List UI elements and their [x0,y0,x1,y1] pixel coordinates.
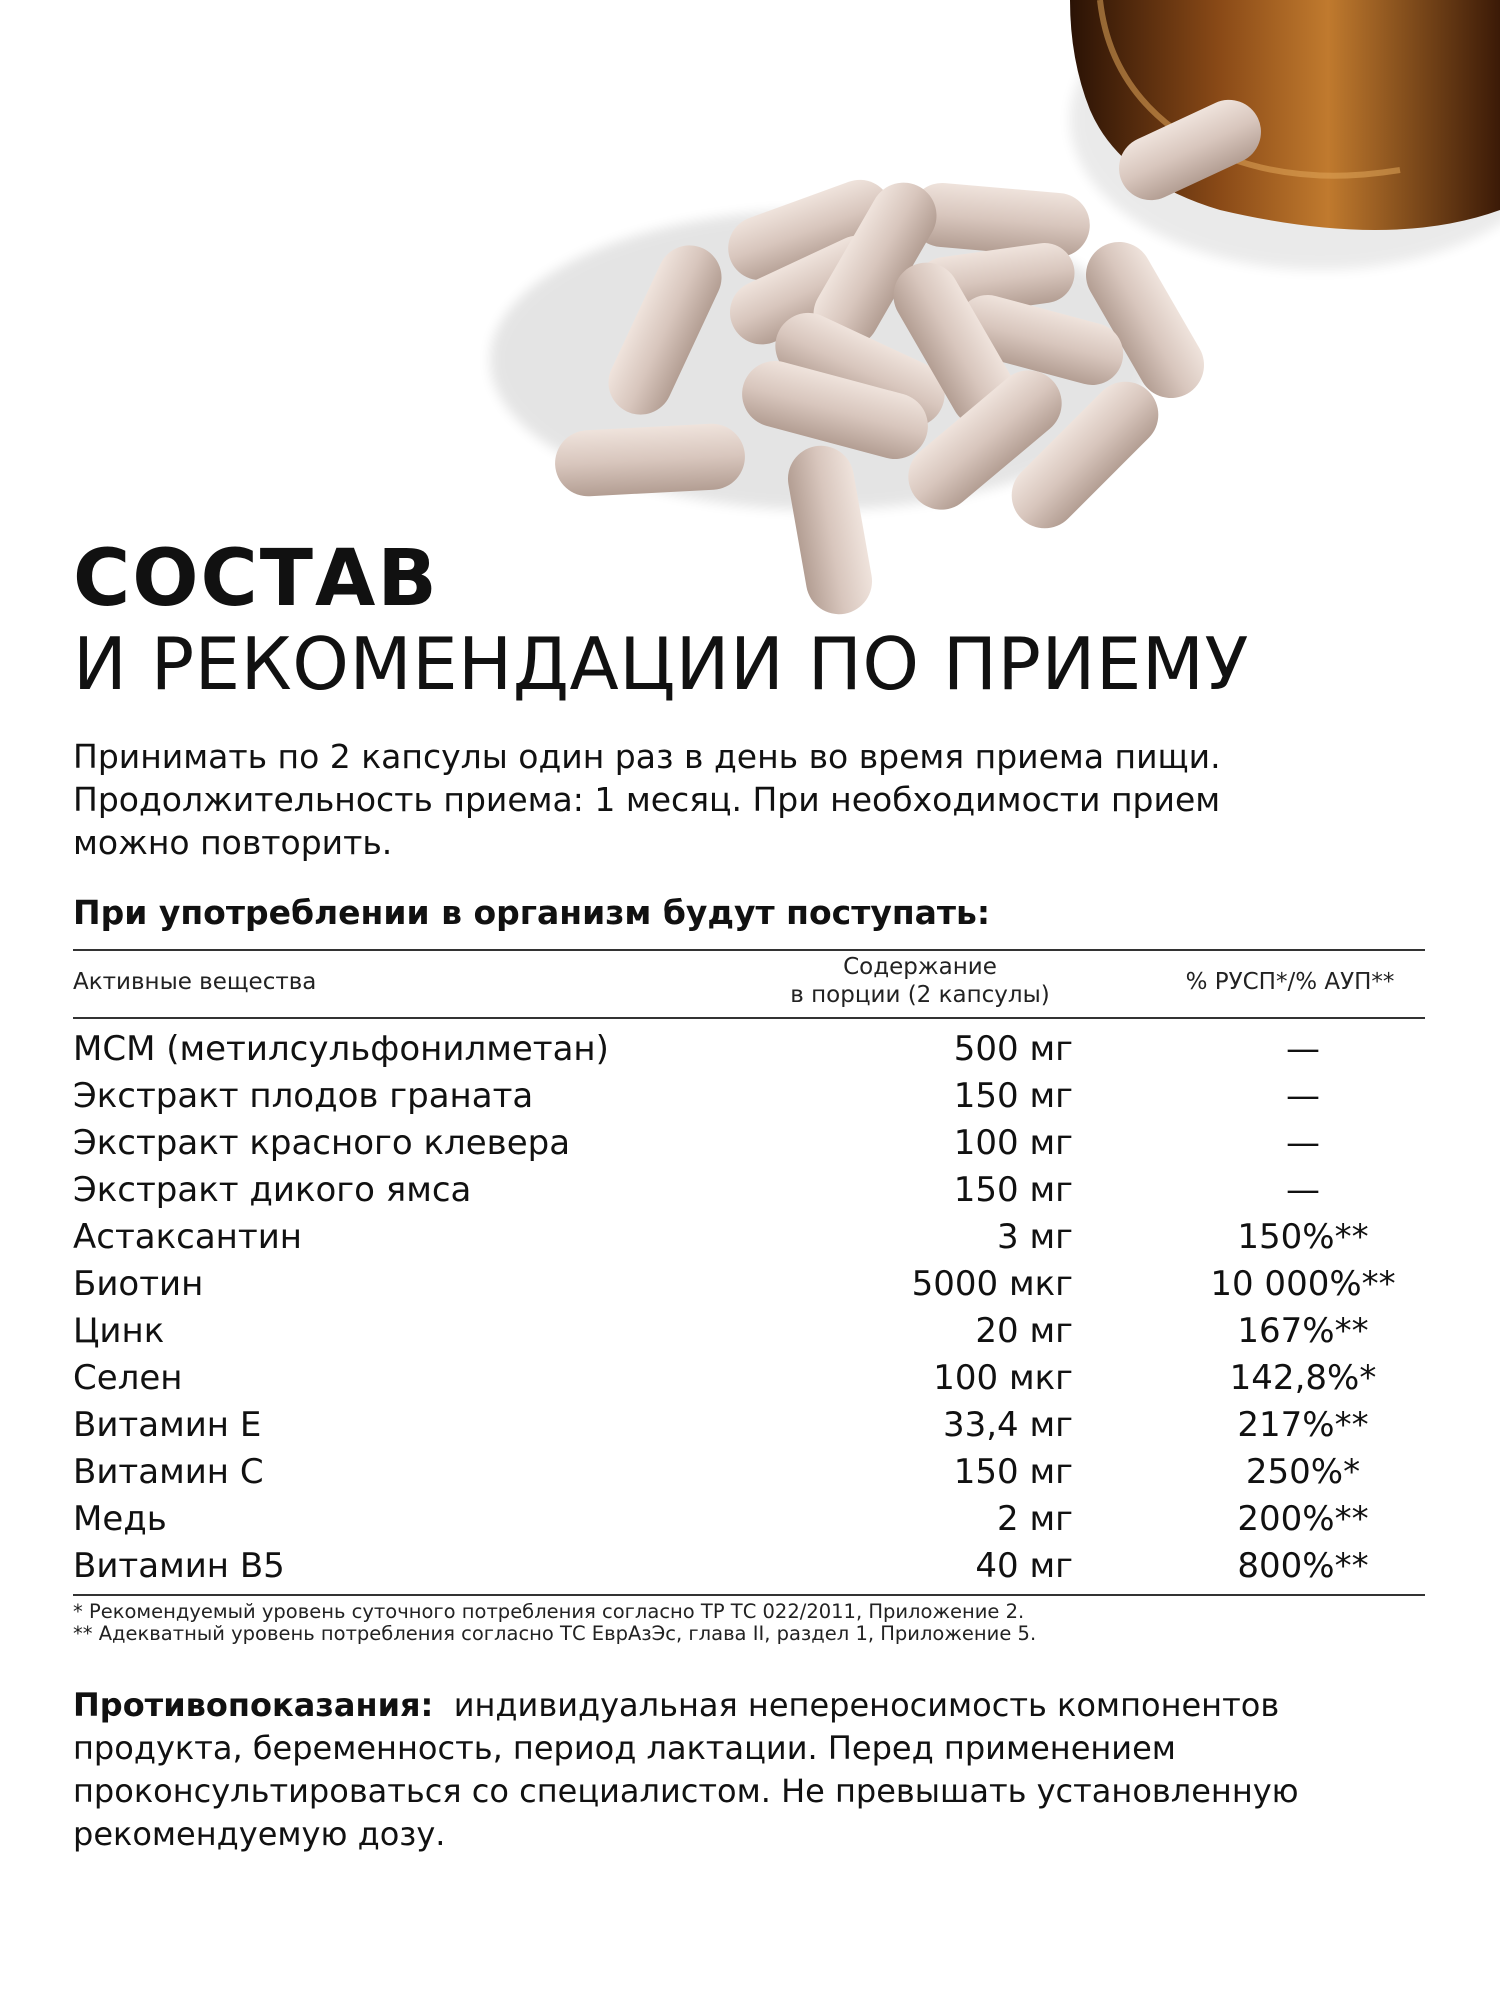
substance-name: Витамин В5 [73,1546,285,1586]
substance-amount: 100 мг [953,1123,1073,1163]
table-row [73,1073,1425,1120]
substance-percent: 167%** [1237,1311,1369,1351]
table-row [73,1120,1425,1167]
table-row [73,1402,1425,1449]
substance-percent: — [1286,1170,1320,1210]
substance-percent: 217%** [1237,1405,1369,1445]
substance-percent: — [1286,1123,1320,1163]
contraindications-line [73,1684,1433,1727]
table-row [73,1308,1425,1355]
substance-amount: 33,4 мг [942,1405,1073,1445]
substance-amount: 500 мг [953,1029,1073,1069]
column-header-amount [760,953,1080,1009]
bottle-icon [1070,0,1500,270]
table-header-divider [73,1017,1425,1019]
substance-amount: 40 мг [975,1546,1073,1586]
page-title: СОСТАВ [73,534,439,624]
column-header-substance: Активные вещества [73,969,317,995]
substance-percent: 800%** [1237,1546,1369,1586]
contraindications [73,1684,1433,1856]
substance-percent: — [1286,1076,1320,1116]
table-row [73,1543,1425,1590]
substance-name: Биотин [73,1264,204,1304]
table-row [73,1026,1425,1073]
substance-amount: 3 мг [997,1217,1073,1257]
table-row [73,1355,1425,1402]
contraindications-line: проконсультироваться со специалистом. Не превышать установленную [73,1772,1299,1810]
substance-name: Селен [73,1358,183,1398]
substance-amount: 150 мг [953,1170,1073,1210]
substance-name: Медь [73,1499,167,1539]
table-heading: При употреблении в организм будут поступать: [73,893,991,932]
column-header-amount-line1: Содержание [843,954,997,980]
column-header-amount-line2: в порции (2 капсулы) [790,982,1050,1008]
substance-name: Витамин С [73,1452,264,1492]
substance-name: МСМ (метилсульфонилметан) [73,1029,609,1069]
table-row [73,1167,1425,1214]
substance-name: Экстракт плодов граната [73,1076,534,1116]
footnote: ** Адекватный уровень потребления согласно ТС ЕврАзЭс, глава II, раздел 1, Приложение 5. [73,1622,1037,1645]
footnotes [73,1601,1036,1645]
intro-line: Продолжительность приема: 1 месяц. При необходимости прием [73,780,1221,819]
contraindications-label: Противопоказания: [73,1686,434,1724]
substance-amount: 5000 мкг [911,1264,1073,1304]
substance-percent: — [1286,1029,1320,1069]
substance-name: Витамин Е [73,1405,262,1445]
intro-line: можно повторить. [73,823,393,862]
substance-percent: 142,8%* [1229,1358,1377,1398]
substance-percent: 250%* [1245,1452,1361,1492]
footnote: * Рекомендуемый уровень суточного потребления согласно ТР ТС 022/2011, Приложение 2. [73,1600,1025,1623]
column-header-percent: % РУСП*/% АУП** [1185,969,1395,995]
substance-percent: 10 000%** [1210,1264,1396,1304]
capsules-illustration [0,0,1500,624]
nutrient-table [73,1026,1425,1590]
intro-line: Принимать по 2 капсулы один раз в день во время приема пищи. [73,737,1221,776]
substance-amount: 100 мкг [933,1358,1073,1398]
contraindications-line: продукта, беременность, период лактации. Перед применением [73,1729,1176,1767]
substance-amount: 2 мг [997,1499,1073,1539]
dosage-instructions [73,735,1413,864]
table-bottom-divider [73,1594,1425,1596]
substance-name: Экстракт дикого ямса [73,1170,472,1210]
product-photo [0,0,1500,624]
substance-name: Астаксантин [73,1217,303,1257]
substance-amount: 150 мг [953,1452,1073,1492]
substance-percent: 200%** [1237,1499,1369,1539]
table-row [73,1496,1425,1543]
substance-percent: 150%** [1237,1217,1369,1257]
page-subtitle: И РЕКОМЕНДАЦИИ ПО ПРИЕМУ [73,622,1249,706]
contraindications-text: индивидуальная непереносимость компонентов [453,1686,1280,1724]
table-row [73,1261,1425,1308]
contraindications-line: рекомендуемую дозу. [73,1815,446,1853]
table-top-divider [73,949,1425,951]
substance-amount: 20 мг [975,1311,1073,1351]
substance-name: Экстракт красного клевера [73,1123,571,1163]
substance-name: Цинк [73,1311,165,1351]
table-row [73,1214,1425,1261]
substance-amount: 150 мг [953,1076,1073,1116]
table-row [73,1449,1425,1496]
